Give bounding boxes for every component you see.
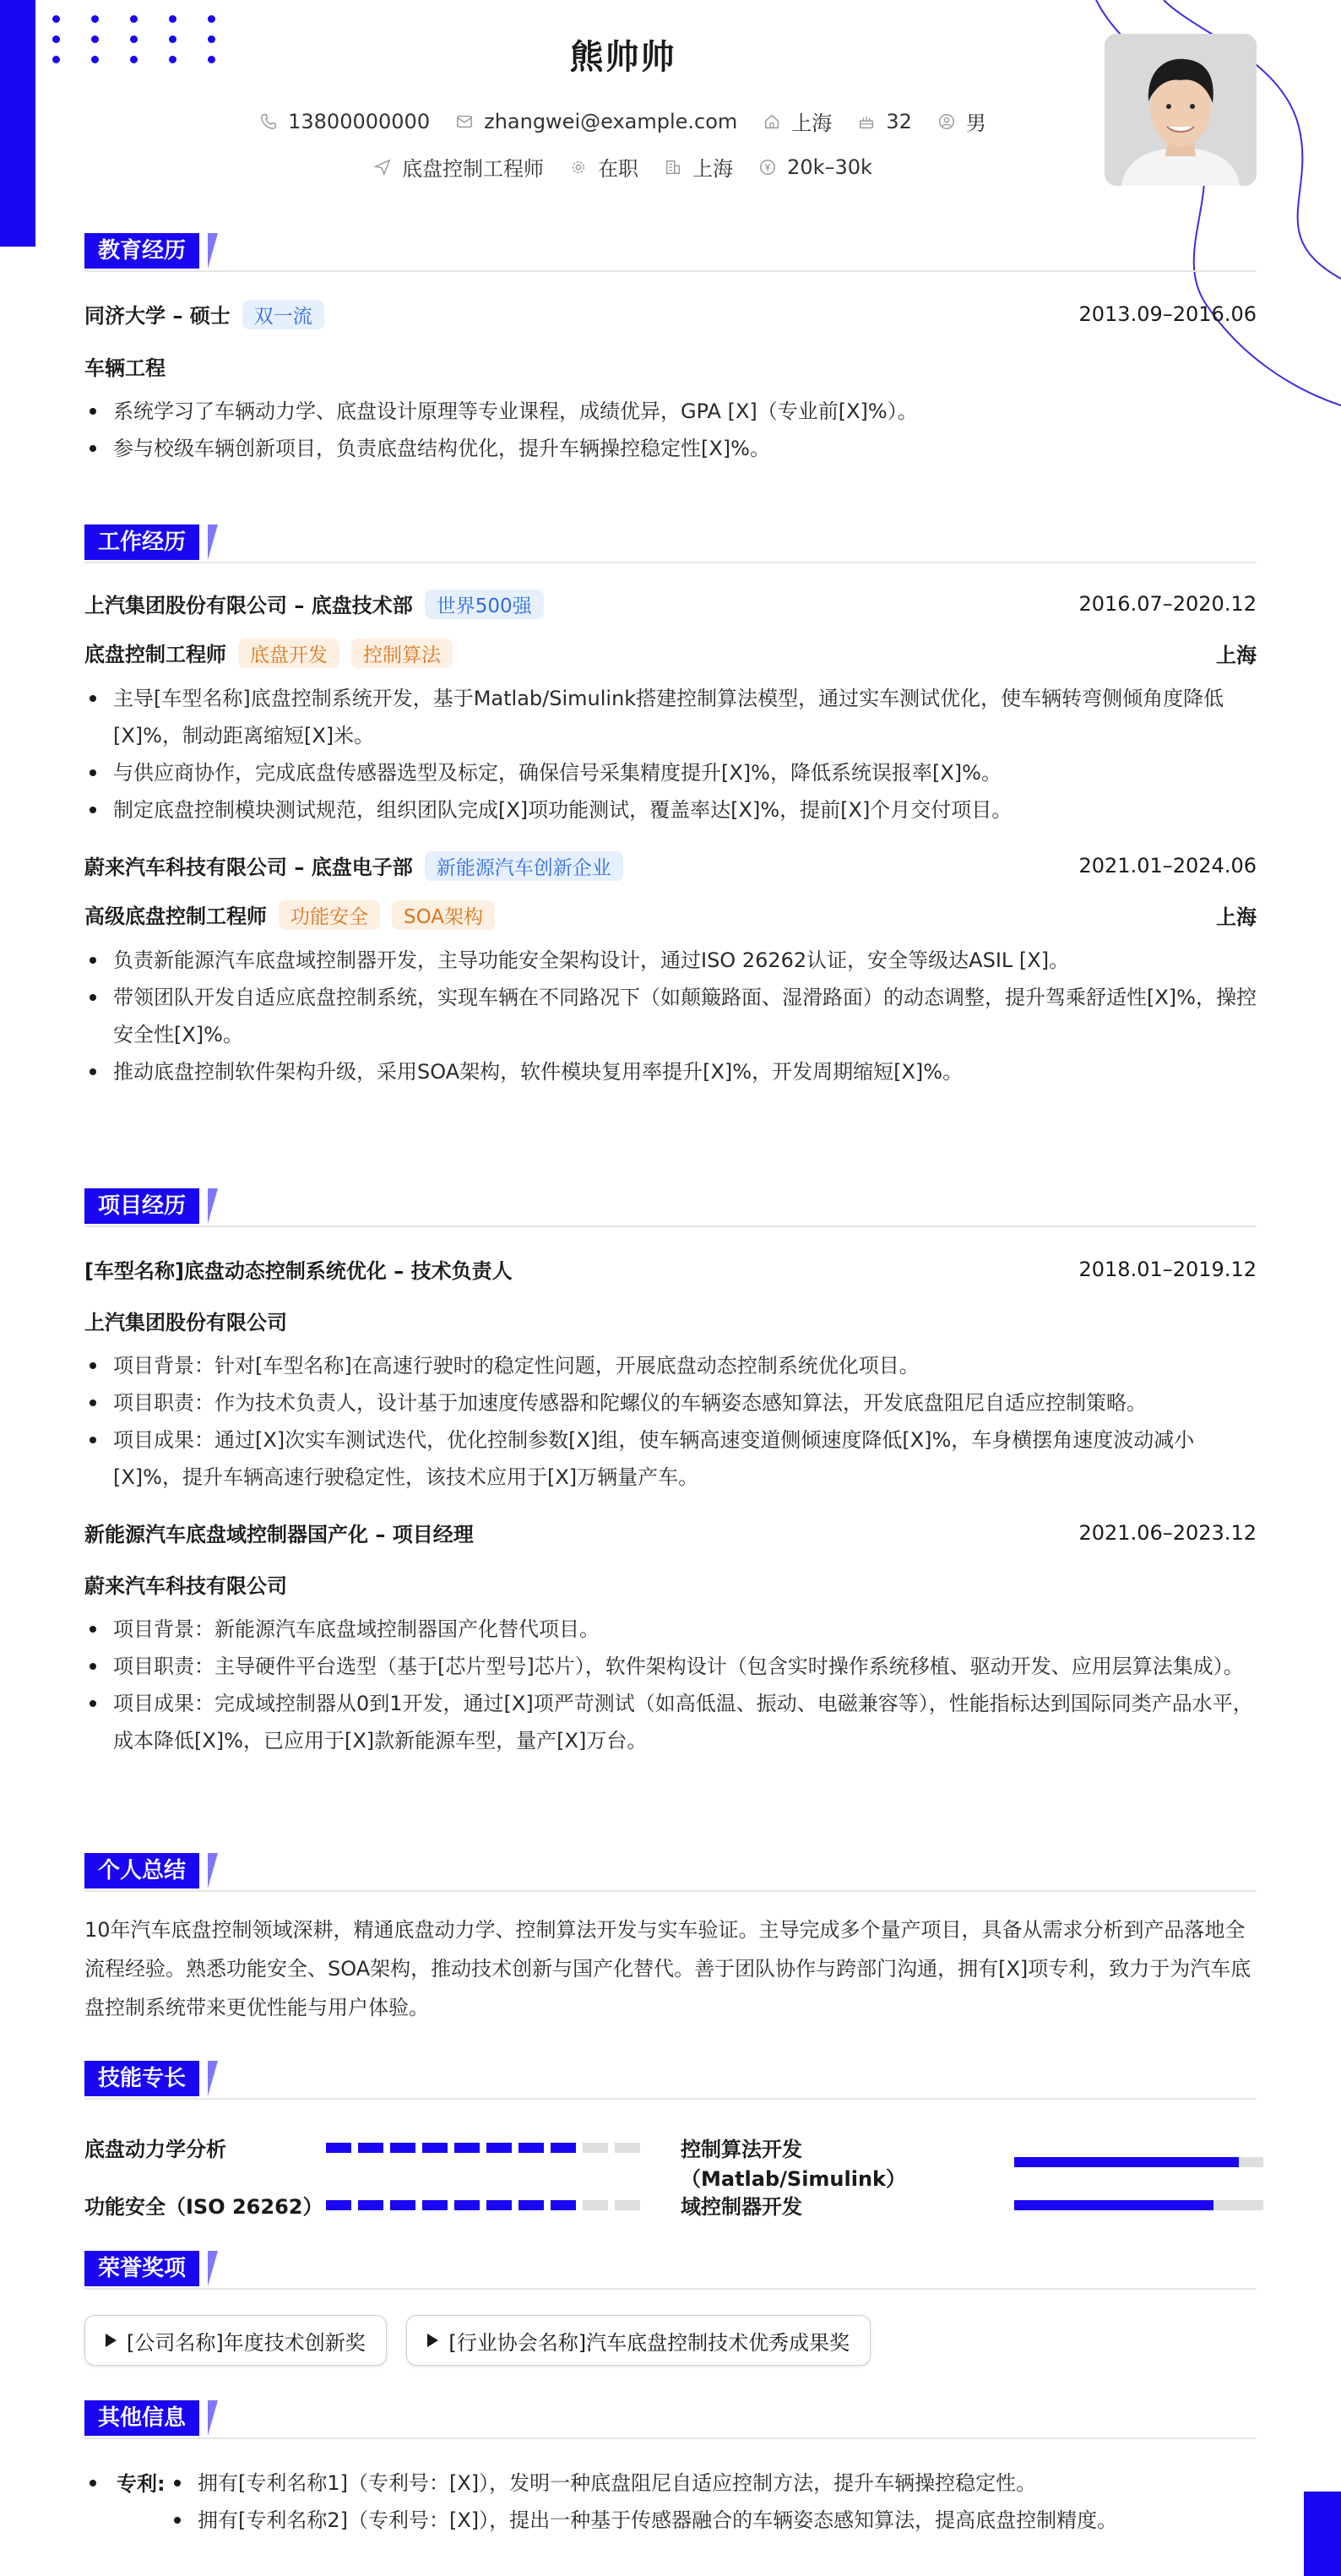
job-bullets xyxy=(84,942,1257,1090)
project-period: 2021.06–2023.12 xyxy=(1078,1520,1257,1545)
skill-segment xyxy=(358,2143,383,2153)
work-city-text: 上海 xyxy=(692,157,734,181)
building-icon xyxy=(664,158,682,177)
patent-list xyxy=(169,2465,1267,2539)
skill-segment xyxy=(454,2200,480,2210)
education-bullets xyxy=(84,393,1257,467)
project-name: [车型名称]底盘动态控制系统优化 – 技术负责人 xyxy=(84,1259,513,1283)
skill-level-fill xyxy=(1014,2200,1213,2210)
skill-segment xyxy=(454,2143,480,2153)
role-tag: 控制算法 xyxy=(351,639,453,668)
project-org: 蔚来汽车科技有限公司 xyxy=(84,1574,287,1598)
skill-level-bar xyxy=(1014,2200,1263,2210)
skills-section xyxy=(84,2061,1257,2100)
school-name: 同济大学 – 硕士 xyxy=(84,304,231,328)
section-title: 项目经历 xyxy=(84,1188,199,1224)
award-text: [公司名称]年度技术创新奖 xyxy=(127,2330,366,2355)
triangle-icon xyxy=(106,2334,117,2347)
section-header xyxy=(84,2061,1257,2100)
section-header xyxy=(84,2251,1257,2290)
company-tag: 世界500强 xyxy=(425,590,544,619)
work-section xyxy=(84,524,1257,1090)
role-tag: SOA架构 xyxy=(392,900,495,930)
school-line xyxy=(84,299,324,329)
work-city-item xyxy=(664,152,733,182)
skill-segment xyxy=(583,2143,608,2153)
skill-level-fill xyxy=(1014,2157,1239,2167)
skill-segment xyxy=(583,2200,608,2210)
skill-segment xyxy=(551,2143,576,2153)
skill-segment xyxy=(422,2143,448,2153)
skill-segment xyxy=(551,2200,576,2210)
role-line xyxy=(84,638,453,668)
section-title: 技能专长 xyxy=(84,2061,199,2096)
salary-item xyxy=(758,155,872,179)
skill-name: 控制算法开发（Matlab/Simulink） xyxy=(681,2138,907,2191)
skill-segment xyxy=(422,2200,448,2210)
skill-level-bar xyxy=(1014,2157,1263,2167)
role-name: 底盘控制工程师 xyxy=(84,643,226,666)
section-header xyxy=(84,1853,1257,1892)
job-city: 上海 xyxy=(1216,643,1257,667)
other-section xyxy=(84,2400,1257,2549)
skill-name: 域控制器开发 xyxy=(681,2195,802,2219)
status-item xyxy=(569,152,638,182)
list-item: 带领团队开发自适应底盘控制系统，实现车辆在不同路况下（如颠簸路面、湿滑路面）的动态调整，提升驾乘舒适性[X]%，操控安全性[X]%。 xyxy=(84,979,1257,1053)
role-row xyxy=(84,638,1257,668)
skill-item xyxy=(681,2133,1263,2192)
education-row xyxy=(84,299,1257,329)
project-org: 上汽集团股份有限公司 xyxy=(84,1311,287,1334)
phone-item xyxy=(259,110,430,133)
job-period: 2016.07–2020.12 xyxy=(1078,592,1257,616)
resume-name: 熊帅帅 xyxy=(569,38,676,77)
position-item xyxy=(373,152,544,182)
section-header xyxy=(84,2400,1257,2439)
company-name: 蔚来汽车科技有限公司 – 底盘电子部 xyxy=(84,856,413,879)
phone-icon xyxy=(259,112,278,131)
home-icon xyxy=(763,112,781,131)
list-item: 拥有[专利名称2]（专利号：[X]），提出一种基于传感器融合的车辆姿态感知算法，提高底盘控制精度。 xyxy=(169,2502,1267,2539)
awards-section xyxy=(84,2251,1257,2366)
award-text: [行业协会名称]汽车底盘控制技术优秀成果奖 xyxy=(448,2330,850,2355)
skill-segment xyxy=(615,2200,640,2210)
job-bullets xyxy=(84,680,1257,829)
triangle-icon xyxy=(427,2334,438,2347)
list-item: 负责新能源汽车底盘域控制器开发，主导功能安全架构设计，通过ISO 26262认证，安全等级达ASIL [X]。 xyxy=(84,942,1257,979)
gender-text: 男 xyxy=(965,111,986,135)
skill-name: 功能安全（ISO 26262） xyxy=(84,2195,323,2219)
skill-segment xyxy=(390,2200,415,2210)
role-tag: 底盘开发 xyxy=(238,639,339,668)
section-header xyxy=(84,233,1257,272)
gear-icon xyxy=(569,158,588,177)
list-item: 项目职责：主导硬件平台选型（基于[芯片型号]芯片），软件架构设计（包含实时操作系统移植、驱动开发、应用层算法集成）。 xyxy=(84,1648,1257,1685)
avatar xyxy=(1105,34,1257,186)
list-item: 系统学习了车辆动力学、底盘设计原理等专业课程，成绩优异，GPA [X]（专业前[X]%）。 xyxy=(84,393,1257,430)
email-item xyxy=(455,110,737,133)
section-title: 个人总结 xyxy=(84,1853,199,1889)
skill-item xyxy=(84,2133,640,2162)
project-row xyxy=(84,1518,1257,1547)
award-card xyxy=(406,2315,871,2366)
patent-label: 专利: xyxy=(117,2472,166,2496)
list-item: 主导[车型名称]底盘控制系统开发，基于Matlab/Simulink搭建控制算法模型，通过实车测试优化，使车辆转弯侧倾角度降低[X]%，制动距离缩短[X]米。 xyxy=(84,680,1257,754)
salary-text: 20k–30k xyxy=(787,155,872,179)
education-period: 2013.09–2016.06 xyxy=(1078,302,1257,326)
role-row xyxy=(84,899,1257,930)
age-text: 32 xyxy=(886,109,912,133)
job-row xyxy=(84,589,1257,619)
award-card xyxy=(84,2315,387,2366)
project-bullets xyxy=(84,1347,1257,1496)
skill-level-bar xyxy=(326,2143,640,2153)
role-name: 高级底盘控制工程师 xyxy=(84,905,267,928)
company-name: 上汽集团股份有限公司 – 底盘技术部 xyxy=(84,594,413,617)
project-name: 新能源汽车底盘域控制器国产化 – 项目经理 xyxy=(84,1523,474,1546)
status-text: 在职 xyxy=(598,157,639,181)
skill-segment xyxy=(518,2200,544,2210)
skill-segment xyxy=(326,2143,351,2153)
project-row xyxy=(84,1254,1257,1284)
bullet-dot xyxy=(90,2480,96,2486)
list-item: 项目成果：通过[X]次实车测试迭代，优化控制参数[X]组，使车辆高速变道侧倾速度降低[X]%，车身横摆角速度波动减小[X]%，提升车辆高速行驶稳定性，该技术应用于[X]万辆量产车。 xyxy=(84,1421,1257,1496)
age-item xyxy=(857,110,912,133)
project-period: 2018.01–2019.12 xyxy=(1078,1257,1257,1281)
section-title: 教育经历 xyxy=(84,233,199,269)
section-title: 其他信息 xyxy=(84,2400,199,2436)
job-intent-row xyxy=(0,152,1246,182)
skill-segment xyxy=(518,2143,544,2153)
skill-item xyxy=(84,2190,640,2220)
summary-section xyxy=(84,1853,1257,2027)
job-period: 2021.01–2024.06 xyxy=(1078,854,1257,878)
skill-item xyxy=(681,2190,1263,2220)
email-icon xyxy=(455,112,474,131)
decor-bar-right xyxy=(1304,2492,1341,2576)
skill-segment xyxy=(358,2200,383,2210)
company-line xyxy=(84,851,623,881)
position-text: 底盘控制工程师 xyxy=(402,157,545,181)
skill-segment xyxy=(486,2143,512,2153)
skill-segment xyxy=(326,2200,351,2210)
job-row xyxy=(84,851,1257,881)
major: 车辆工程 xyxy=(84,356,166,380)
list-item: 参与校级车辆创新项目，负责底盘结构优化，提升车辆操控稳定性[X]%。 xyxy=(84,430,1257,467)
projects-section xyxy=(84,1188,1257,1759)
list-item: 拥有[专利名称1]（专利号：[X]），发明一种底盘阻尼自适应控制方法，提升车辆操控稳定性。 xyxy=(169,2465,1267,2502)
send-icon xyxy=(373,158,392,177)
list-item: 项目背景：针对[车型名称]在高速行驶时的稳定性问题，开展底盘动态控制系统优化项目。 xyxy=(84,1347,1257,1384)
skill-level-bar xyxy=(326,2200,640,2210)
coin-icon xyxy=(758,158,777,177)
awards-list xyxy=(84,2315,1257,2366)
user-icon xyxy=(937,112,956,131)
list-item: 推动底盘控制软件架构升级，采用SOA架构，软件模块复用率提升[X]%，开发周期缩短[X]%。 xyxy=(84,1053,1257,1090)
section-header xyxy=(84,524,1257,563)
section-title: 工作经历 xyxy=(84,524,199,560)
company-line xyxy=(84,589,544,619)
job-city: 上海 xyxy=(1216,905,1257,929)
company-tag: 新能源汽车创新企业 xyxy=(425,851,623,881)
skill-segment xyxy=(486,2200,512,2210)
skill-segment xyxy=(390,2143,415,2153)
gender-item xyxy=(937,106,986,136)
list-item: 项目成果：完成域控制器从0到1开发，通过[X]项严苛测试（如高低温、振动、电磁兼容等），性能指标达到国际同类产品水平，成本降低[X]%，已应用于[X]款新能源车型，量产[X]万台。 xyxy=(84,1685,1257,1759)
role-line xyxy=(84,899,495,930)
patent-label-wrap xyxy=(84,2465,166,2503)
role-tag: 功能安全 xyxy=(279,900,380,930)
skill-name: 底盘动力学分析 xyxy=(84,2138,226,2161)
list-item: 制定底盘控制模块测试规范，组织团队完成[X]项功能测试，覆盖率达[X]%，提前[X]个月交付项目。 xyxy=(84,791,1257,829)
location-text: 上海 xyxy=(791,111,833,135)
avatar-portrait xyxy=(1105,34,1257,186)
contact-row xyxy=(0,106,1246,136)
cake-icon xyxy=(857,112,876,131)
list-item: 与供应商协作，完成底盘传感器选型及标定，确保信号采集精度提升[X]%，降低系统误报率[X]%。 xyxy=(84,754,1257,791)
summary-text: 10年汽车底盘控制领域深耕，精通底盘动力学、控制算法开发与实车验证。主导完成多个量产项目，具备从需求分析到产品落地全流程经验。熟悉功能安全、SOA架构，推动技术创新与国产化替代。善于团队协作与跨部门沟通，拥有[X]项专利，致力于为汽车底盘控制系统带来更优性能与用户体验。 xyxy=(84,1918,1251,2019)
location-item xyxy=(763,106,832,136)
list-item: 项目背景：新能源汽车底盘域控制器国产化替代项目。 xyxy=(84,1611,1257,1648)
email-text: zhangwei@example.com xyxy=(484,109,738,133)
list-item: 项目职责：作为技术负责人，设计基于加速度传感器和陀螺仪的车辆姿态感知算法，开发底盘阻尼自适应控制策略。 xyxy=(84,1384,1257,1421)
phone-text: 13800000000 xyxy=(288,109,431,133)
patent-block xyxy=(84,2465,1257,2549)
section-title: 荣誉奖项 xyxy=(84,2251,199,2286)
project-bullets xyxy=(84,1611,1257,1759)
section-header xyxy=(84,1188,1257,1227)
skill-segment xyxy=(615,2143,640,2153)
education-section xyxy=(84,233,1257,467)
school-tag: 双一流 xyxy=(242,300,324,329)
